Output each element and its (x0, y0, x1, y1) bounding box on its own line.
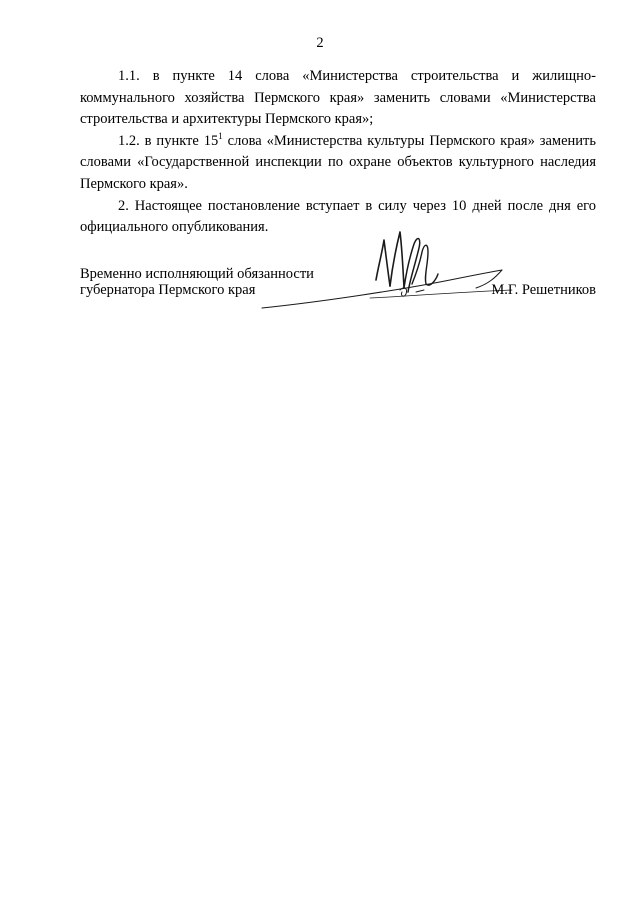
paragraph-1-1: 1.1. в пункте 14 слова «Министерства строительства и жилищно-коммунального хозяйства Пермского края» заменить словами «Министерства строительства и архитектуры Пермского края»; (80, 68, 596, 128)
page-number: 2 (316, 35, 324, 51)
paragraph-2: 2. Настоящее постановление вступает в силу через 10 дней после дня его официального опубликования. (80, 197, 596, 236)
signatory-position-line-1: Временно исполняющий обязанности (80, 266, 314, 282)
document-body (80, 66, 596, 239)
handwritten-signature (250, 218, 530, 318)
superscript-index: 1 (218, 130, 223, 141)
paragraph-1-2 (80, 131, 596, 196)
paragraph-1-2-start: 1.2. в пункте 15 (118, 132, 219, 149)
signatory-position-line-2: губернатора Пермского края (80, 282, 256, 298)
signatory-name: М.Г. Решетников (491, 282, 596, 298)
paragraph-1-2-end: слова «Министерства культуры Пермского края» заменить словами «Государственной инспекции по охране объектов культурного наследия Пермского края». (80, 132, 596, 192)
